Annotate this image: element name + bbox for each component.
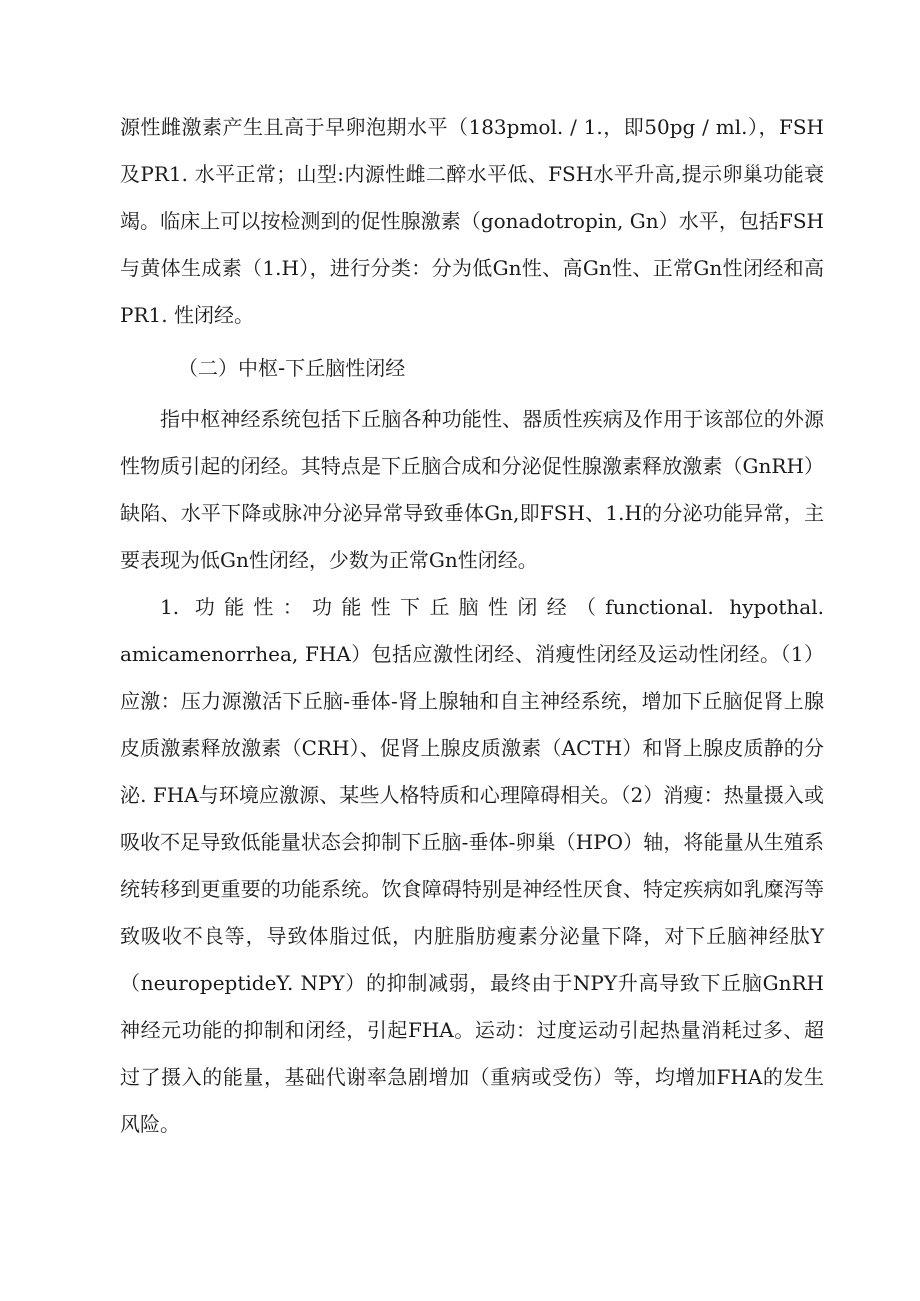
paragraph-3: 1. 功能性：功能性下丘脑性闭经（functional. hypothal. amicamenorrhea, FHA）包括应激性闭经、消瘦性闭经及运动性闭经。（1）应激：压力源激活下丘脑-垂体-肾上腺轴和自主神经系统，增加下丘脑促肾上腺皮质激素释放激素（CRH）、促肾上腺皮质激素（ACTH）和肾上腺皮质静的分泌. FHA与环境应激源、某些人格特质和心理障碍相关。（2）消瘦：热量摄入或吸收不足导致低能量状态会抑制下丘脑-垂体-卵巢（HPO）轴，将能量从生殖系统转移到更重要的功能系统。饮食障碍特别是神经性厌食、特定疾病如乳糜泻等致吸收不良等，导致体脂过低，内脏脂肪瘦素分泌量下降，对下丘脑神经肽Y（neuropeptideY. NPY）的抑制减弱，最终由于NPY升高导致下丘脑GnRH神经元功能的抑制和闭经，引起FHA。运动：过度运动引起热量消耗过多、超过了摄入的能量，基础代谢率急剧增加（重病或受伤）等，均增加FHA的发生风险。 xyxy=(120,595,824,1136)
paragraph-2: 指中枢神经系统包括下丘脑各种功能性、器质性疾病及作用于该部位的外源性物质引起的闭经。其特点是下丘脑合成和分泌促性腺激素释放激素（GnRH）缺陷、水平下降或脉冲分泌异常导致垂体Gn,即FSH、1.H的分泌功能异常，主要表现为低Gn性闭经，少数为正常Gn性闭经。 xyxy=(120,407,824,572)
paragraph-1: 源性雌激素产生且高于早卵泡期水平（183pmol. / 1.，即50pg / ml.），FSH及PR1. 水平正常；山型:内源性雌二醉水平低、FSH水平升高,提示卵巢功能衰竭。临床上可以按检测到的促性腺激素（gonadotropin, Gn）水平，包括FSH与黄体生成素（1.H），进行分类：分为低Gn性、高Gn性、正常Gn性闭经和高PR1. 性闭经。 xyxy=(120,115,824,327)
section-heading: （二）中枢-下丘脑性闭经 xyxy=(178,356,406,380)
